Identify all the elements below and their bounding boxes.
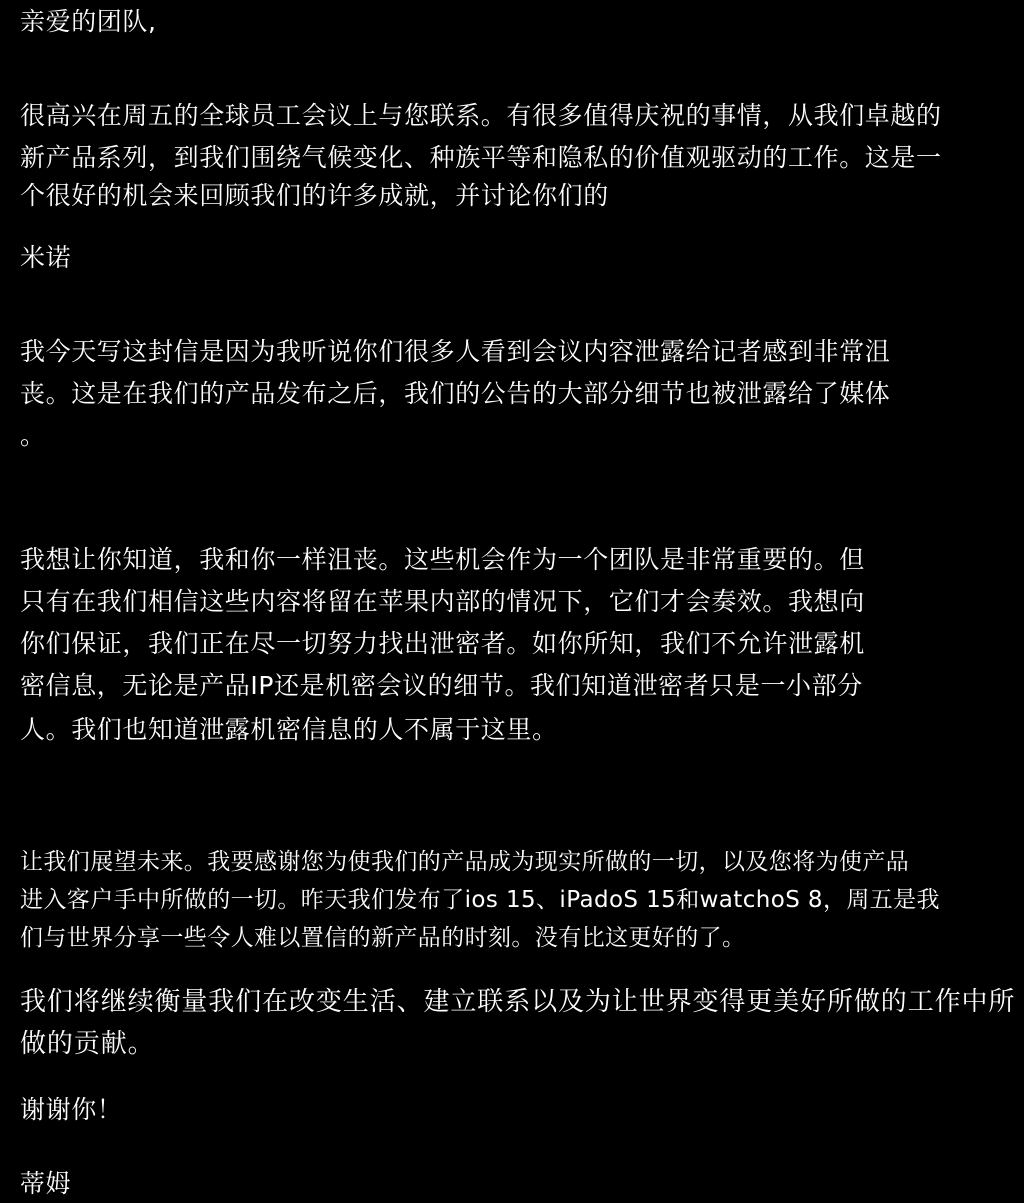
paragraph-4-line-3: 们与世界分享一些令人难以置信的新产品的时刻。没有比这更好的了。	[20, 925, 746, 951]
paragraph-2-line-3: 。	[20, 421, 46, 450]
paragraph-3-line-2: 只有在我们相信这些内容将留在苹果内部的情况下，它们才会奏效。我想向	[20, 587, 865, 616]
paragraph-2-line-2: 丧。这是在我们的产品发布之后，我们的公告的大部分细节也被泄露给了媒体	[20, 379, 891, 408]
thanks-line: 谢谢你！	[20, 1095, 123, 1124]
paragraph-3-line-3: 你们保证，我们正在尽一切努力找出泄密者。如你所知，我们不允许泄露机	[20, 629, 865, 658]
paragraph-1-line-3: 个很好的机会来回顾我们的许多成就，并讨论你们的	[20, 181, 609, 210]
signoff-name: 米诺	[20, 243, 72, 272]
paragraph-4-line-2: 进入客户手中所做的一切。昨天我们发布了ios 15、iPadoS 15和watchoS 8，周五是我	[20, 887, 940, 913]
paragraph-4-line-1: 让我们展望未来。我要感谢您为使我们的产品成为现实所做的一切，以及您将为使产品	[20, 849, 910, 875]
signature: 蒂姆	[20, 1169, 72, 1198]
paragraph-1-line-2: 新产品系列，到我们围绕气候变化、种族平等和隐私的价值观驱动的工作。这是一	[20, 143, 942, 172]
paragraph-3-line-1: 我想让你知道，我和你一样沮丧。这些机会作为一个团队是非常重要的。但	[20, 545, 865, 574]
paragraph-1-line-1: 很高兴在周五的全球员工会议上与您联系。有很多值得庆祝的事情，从我们卓越的	[20, 101, 942, 130]
paragraph-5-line-2: 做的贡献。	[20, 1029, 155, 1059]
paragraph-5-line-1: 我们将继续衡量我们在改变生活、建立联系以及为让世界变得更美好所做的工作中所	[20, 987, 1016, 1017]
paragraph-2-line-1: 我今天写这封信是因为我听说你们很多人看到会议内容泄露给记者感到非常沮	[20, 337, 891, 366]
paragraph-3-line-4: 密信息，无论是产品IP还是机密会议的细节。我们知道泄密者只是一小部分	[20, 671, 863, 700]
paragraph-3-line-5: 人。我们也知道泄露机密信息的人不属于这里。	[20, 715, 558, 744]
greeting: 亲爱的团队,	[20, 7, 157, 36]
